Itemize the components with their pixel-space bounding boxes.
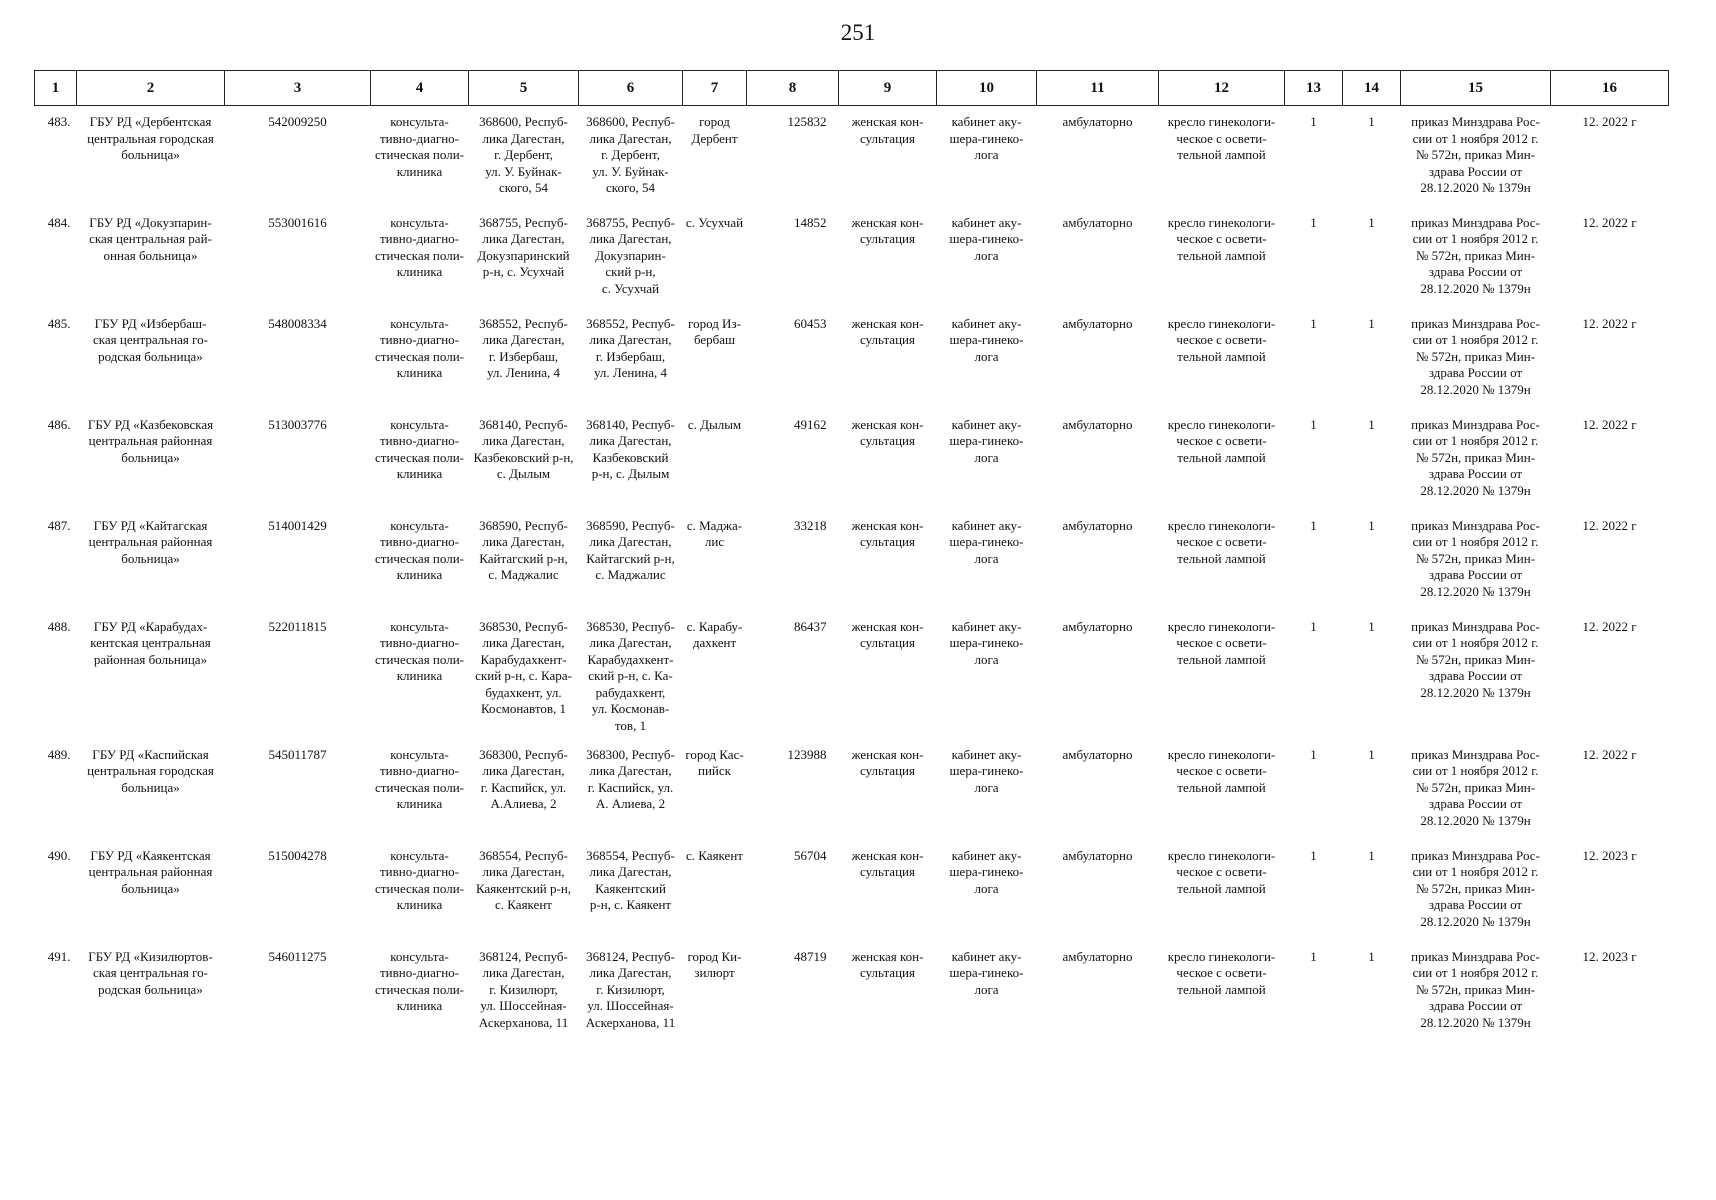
regulation: приказ Минздрава Рос- сии от 1 ноября 2012 г. № 572н, приказ Мин- здрава России от 28.12.2020 № 1379н (1411, 214, 1540, 296)
facility-type: консульта- тивно-диагно- стическая поли- клиника (375, 214, 464, 279)
column-header: 14 (1343, 71, 1401, 106)
column-header: 11 (1037, 71, 1159, 106)
regulation: приказ Минздрава Рос- сии от 1 ноября 2012 г. № 572н, приказ Мин- здрава России от 28.12.2020 № 1379н (1411, 517, 1540, 599)
quantity-planned: 1 (1368, 114, 1375, 129)
organization-name: ГБУ РД «Докузпарин- ская центральная рай- онная больница» (89, 214, 212, 263)
column-header: 5 (469, 71, 579, 106)
due-date: 12. 2022 г (1582, 517, 1637, 533)
population: 125832 (787, 114, 827, 129)
organization-name: ГБУ РД «Карабудах- кентская центральная районная больница» (90, 618, 211, 667)
regulation: приказ Минздрава Рос- сии от 1 ноября 2012 г. № 572н, приказ Мин- здрава России от 28.12.2020 № 1379н (1411, 315, 1540, 397)
room: кабинет аку- шера-гинеко- лога (949, 214, 1024, 263)
room: кабинет аку- шера-гинеко- лога (949, 948, 1024, 997)
facility-type: консульта- тивно-диагно- стическая поли- клиника (375, 948, 464, 1013)
due-date: 12. 2022 г (1582, 618, 1637, 634)
organization-code: 545011787 (268, 746, 327, 762)
regulation: приказ Минздрава Рос- сии от 1 ноября 2012 г. № 572н, приказ Мин- здрава России от 28.12.2020 № 1379н (1411, 618, 1540, 700)
care-mode: амбулаторно (1062, 847, 1133, 863)
regulation: приказ Минздрава Рос- сии от 1 ноября 2012 г. № 572н, приказ Мин- здрава России от 28.12.2020 № 1379н (1411, 948, 1540, 1030)
due-date: 12. 2023 г (1582, 948, 1637, 964)
quantity-required: 1 (1310, 114, 1317, 129)
room: кабинет аку- шера-гинеко- лога (949, 618, 1024, 667)
table-row (35, 106, 1669, 207)
room: кабинет аку- шера-гинеко- лога (949, 315, 1024, 364)
equipment: кресло гинекологи- ческое с освети- тельной лампой (1167, 746, 1276, 795)
locality: город Кас- пийск (685, 746, 744, 778)
quantity-required: 1 (1310, 517, 1317, 533)
row-number: 484. (47, 214, 71, 230)
facility-type: консульта- тивно-диагно- стическая поли- клиника (375, 746, 464, 811)
care-mode: амбулаторно (1062, 517, 1133, 533)
legal-address: 368554, Респуб- лика Дагестан, Каякентский р-н, с. Каякент (475, 847, 572, 912)
unit: женская кон- сультация (851, 416, 924, 448)
unit: женская кон- сультация (851, 214, 924, 246)
room: кабинет аку- шера-гинеко- лога (949, 746, 1024, 795)
care-mode: амбулаторно (1062, 948, 1133, 964)
due-date: 12. 2022 г (1582, 315, 1637, 331)
equipment: кресло гинекологи- ческое с освети- тельной лампой (1167, 948, 1276, 997)
column-header: 9 (839, 71, 937, 106)
table-row (35, 941, 1669, 1042)
room: кабинет аку- шера-гинеко- лога (949, 847, 1024, 896)
locality: с. Карабу- дахкент (686, 618, 743, 650)
room: кабинет аку- шера-гинеко- лога (949, 114, 1024, 162)
equipment: кресло гинекологи- ческое с освети- тельной лампой (1167, 114, 1276, 162)
locality: с. Усухчай (685, 214, 744, 230)
actual-address: 368590, Респуб- лика Дагестан, Кайтагский р-н, с. Маджалис (586, 517, 675, 582)
population: 86437 (794, 618, 827, 634)
actual-address: 368554, Респуб- лика Дагестан, Каякентский р-н, с. Каякент (586, 847, 675, 912)
organization-code: 546011275 (268, 948, 327, 964)
quantity-planned: 1 (1368, 948, 1375, 964)
quantity-required: 1 (1310, 618, 1317, 634)
regulation: приказ Минздрава Рос- сии от 1 ноября 2012 г. № 572н, приказ Мин- здрава России от 28.12.2020 № 1379н (1411, 746, 1540, 828)
population: 123988 (787, 746, 827, 762)
row-number: 489. (47, 746, 71, 762)
facility-type: консульта- тивно-диагно- стическая поли- клиника (375, 517, 464, 582)
equipment: кресло гинекологи- ческое с освети- тельной лампой (1167, 214, 1276, 263)
care-mode: амбулаторно (1062, 114, 1133, 129)
column-header: 16 (1551, 71, 1669, 106)
care-mode: амбулаторно (1062, 315, 1133, 331)
legal-address: 368140, Респуб- лика Дагестан, Казбековский р-н, с. Дылым (473, 416, 574, 481)
organization-code: 513003776 (268, 416, 327, 432)
organization-name: ГБУ РД «Кизилюртов- ская центральная го- родская больница» (88, 948, 213, 997)
regulation: приказ Минздрава Рос- сии от 1 ноября 2012 г. № 572н, приказ Мин- здрава России от 28.12.2020 № 1379н (1411, 114, 1540, 195)
actual-address: 368530, Респуб- лика Дагестан, Карабудахкент- ский р-н, с. Ка- рабудахкент, ул. Космонав- тов, 1 (586, 618, 675, 733)
unit: женская кон- сультация (851, 517, 924, 549)
row-number: 491. (47, 948, 71, 964)
facilities-table (34, 70, 1669, 1042)
equipment: кресло гинекологи- ческое с освети- тельной лампой (1167, 315, 1276, 364)
table-row (35, 510, 1669, 611)
quantity-required: 1 (1310, 948, 1317, 964)
care-mode: амбулаторно (1062, 618, 1133, 634)
room: кабинет аку- шера-гинеко- лога (949, 416, 1024, 465)
row-number: 483. (47, 114, 71, 129)
care-mode: амбулаторно (1062, 214, 1133, 230)
table-row (35, 840, 1669, 941)
legal-address: 368755, Респуб- лика Дагестан, Докузпаринский р-н, с. Усухчай (477, 214, 570, 279)
equipment: кресло гинекологи- ческое с освети- тельной лампой (1167, 517, 1276, 566)
due-date: 12. 2023 г (1582, 847, 1637, 863)
population: 48719 (794, 948, 827, 964)
row-number: 485. (47, 315, 71, 331)
legal-address: 368124, Респуб- лика Дагестан, г. Кизилюрт, ул. Шоссейная- Аскерханова, 11 (478, 948, 569, 1030)
column-header: 8 (747, 71, 839, 106)
legal-address: 368590, Респуб- лика Дагестан, Кайтагский р-н, с. Маджалис (479, 517, 568, 582)
unit: женская кон- сультация (851, 847, 924, 879)
regulation: приказ Минздрава Рос- сии от 1 ноября 2012 г. № 572н, приказ Мин- здрава России от 28.12.2020 № 1379н (1411, 416, 1540, 498)
table-row (35, 308, 1669, 409)
regulation: приказ Минздрава Рос- сии от 1 ноября 2012 г. № 572н, приказ Мин- здрава России от 28.12.2020 № 1379н (1411, 847, 1540, 929)
equipment: кресло гинекологи- ческое с освети- тельной лампой (1167, 847, 1276, 896)
facility-type: консульта- тивно-диагно- стическая поли- клиника (375, 315, 464, 380)
quantity-required: 1 (1310, 416, 1317, 432)
locality: город Ки- зилюрт (687, 948, 742, 980)
actual-address: 368755, Респуб- лика Дагестан, Докузпарин- ский р-н, с. Усухчай (586, 214, 675, 296)
equipment: кресло гинекологи- ческое с освети- тельной лампой (1167, 618, 1276, 667)
column-header: 12 (1159, 71, 1285, 106)
locality: с. Маджа- лис (686, 517, 743, 549)
population: 33218 (794, 517, 827, 533)
row-number: 487. (47, 517, 71, 533)
locality: город Дербент (691, 114, 738, 146)
room: кабинет аку- шера-гинеко- лога (949, 517, 1024, 566)
organization-code: 542009250 (268, 114, 327, 129)
due-date: 12. 2022 г (1582, 746, 1637, 762)
legal-address: 368530, Респуб- лика Дагестан, Карабудахкент- ский р-н, с. Кара- будахкент, ул. Космонавтов, 1 (475, 618, 572, 716)
facility-type: консульта- тивно-диагно- стическая поли- клиника (375, 847, 464, 912)
locality: с. Дылым (687, 416, 742, 432)
unit: женская кон- сультация (851, 948, 924, 980)
table-row (35, 409, 1669, 510)
quantity-planned: 1 (1368, 746, 1375, 762)
quantity-planned: 1 (1368, 214, 1375, 230)
facility-type: консульта- тивно-диагно- стическая поли- клиника (375, 114, 464, 179)
quantity-planned: 1 (1368, 847, 1375, 863)
organization-code: 515004278 (268, 847, 327, 863)
facility-type: консульта- тивно-диагно- стическая поли- клиника (375, 618, 464, 683)
equipment: кресло гинекологи- ческое с освети- тельной лампой (1167, 416, 1276, 465)
quantity-required: 1 (1310, 315, 1317, 331)
quantity-planned: 1 (1368, 315, 1375, 331)
unit: женская кон- сультация (851, 315, 924, 347)
organization-code: 514001429 (268, 517, 327, 533)
due-date: 12. 2022 г (1582, 114, 1637, 129)
column-header: 2 (77, 71, 225, 106)
column-header: 13 (1285, 71, 1343, 106)
table-row (35, 611, 1669, 739)
population: 60453 (794, 315, 827, 331)
organization-name: ГБУ РД «Кайтагская центральная районная больница» (88, 517, 213, 566)
population: 56704 (794, 847, 827, 863)
organization-code: 548008334 (268, 315, 327, 331)
column-header: 3 (225, 71, 371, 106)
column-header: 1 (35, 71, 77, 106)
row-number: 488. (47, 618, 71, 634)
page-number: 251 (840, 20, 876, 45)
locality: город Из- бербаш (688, 315, 741, 347)
actual-address: 368124, Респуб- лика Дагестан, г. Кизилюрт, ул. Шоссейная- Аскерханова, 11 (585, 948, 676, 1030)
column-header: 7 (683, 71, 747, 106)
organization-name: ГБУ РД «Каспийская центральная городская больница» (87, 746, 214, 795)
actual-address: 368140, Респуб- лика Дагестан, Казбековский р-н, с. Дылым (586, 416, 675, 481)
organization-name: ГБУ РД «Избербаш- ская центральная го- родская больница» (92, 315, 208, 364)
actual-address: 368552, Респуб- лика Дагестан, г. Избербаш, ул. Ленина, 4 (586, 315, 675, 380)
quantity-required: 1 (1310, 214, 1317, 230)
actual-address: 368300, Респуб- лика Дагестан, г. Каспийск, ул. А. Алиева, 2 (586, 746, 675, 811)
quantity-planned: 1 (1368, 517, 1375, 533)
organization-name: ГБУ РД «Каякентская центральная районная больница» (88, 847, 213, 896)
organization-name: ГБУ РД «Казбековская центральная районная больница» (87, 416, 214, 465)
care-mode: амбулаторно (1062, 416, 1133, 432)
quantity-required: 1 (1310, 746, 1317, 762)
table-row (35, 739, 1669, 840)
table-row (35, 207, 1669, 308)
due-date: 12. 2022 г (1582, 214, 1637, 230)
row-number: 490. (47, 847, 71, 863)
unit: женская кон- сультация (851, 746, 924, 778)
population: 14852 (794, 214, 827, 230)
row-number: 486. (47, 416, 71, 432)
population: 49162 (794, 416, 827, 432)
organization-code: 553001616 (268, 214, 327, 230)
column-header: 6 (579, 71, 683, 106)
actual-address: 368600, Респуб- лика Дагестан, г. Дербент, ул. У. Буйнак- ского, 54 (586, 114, 675, 195)
unit: женская кон- сультация (851, 114, 924, 146)
quantity-planned: 1 (1368, 416, 1375, 432)
facility-type: консульта- тивно-диагно- стическая поли- клиника (375, 416, 464, 481)
legal-address: 368552, Респуб- лика Дагестан, г. Избербаш, ул. Ленина, 4 (479, 315, 568, 380)
legal-address: 368300, Респуб- лика Дагестан, г. Каспийск, ул. А.Алиева, 2 (479, 746, 568, 811)
locality: с. Каякент (686, 847, 743, 863)
column-header: 15 (1401, 71, 1551, 106)
organization-name: ГБУ РД «Дербентская центральная городская больница» (87, 114, 214, 162)
organization-code: 522011815 (268, 618, 327, 634)
due-date: 12. 2022 г (1582, 416, 1637, 432)
quantity-planned: 1 (1368, 618, 1375, 634)
quantity-required: 1 (1310, 847, 1317, 863)
header-row (35, 71, 1669, 106)
unit: женская кон- сультация (851, 618, 924, 650)
column-header: 4 (371, 71, 469, 106)
column-header: 10 (937, 71, 1037, 106)
legal-address: 368600, Респуб- лика Дагестан, г. Дербент, ул. У. Буйнак- ского, 54 (479, 114, 568, 195)
care-mode: амбулаторно (1062, 746, 1133, 762)
